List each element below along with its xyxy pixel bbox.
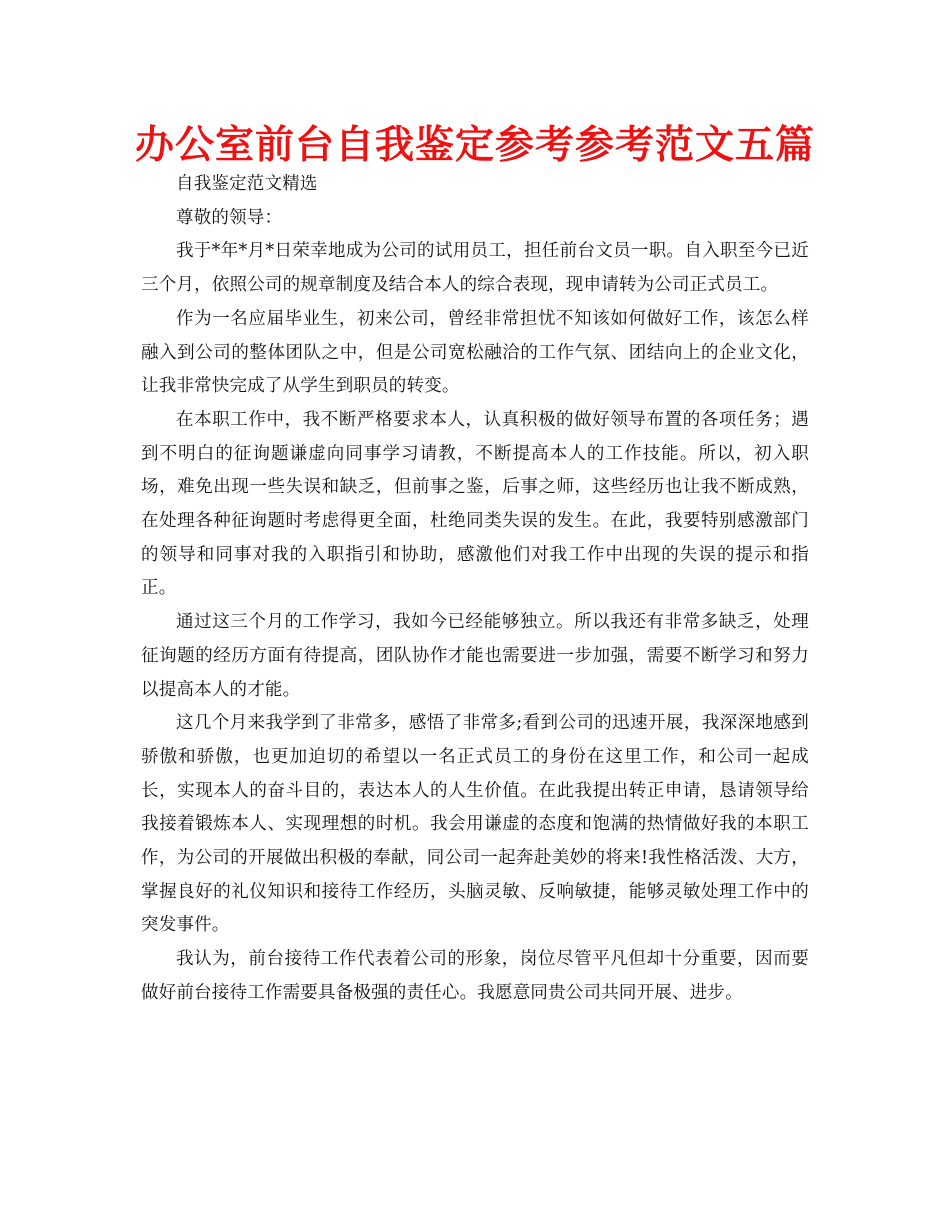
- paragraph: 我认为，前台接待工作代表着公司的形象，岗位尽管平凡但却十分重要，因而要做好前台接待工作需要具备极强的责任心。我愿意同贵公司共同开展、进步。: [141, 949, 809, 1003]
- paragraph-salutation: 尊敬的领导：: [176, 207, 283, 228]
- paragraph: 作为一名应届毕业生，初来公司，曾经非常担忧不知该如何做好工作，该怎么样融入到公司的整体团队之中，但是公司宽松融洽的工作气氛、团结向上的企业文化，让我非常快完成了从学生到职员的转变。: [141, 308, 809, 397]
- document-body: [141, 168, 809, 1011]
- paragraph: 在本职工作中，我不断严格要求本人，认真积极的做好领导布置的各项任务；遇到不明白的征询题谦虚向同事学习请教，不断提高本人的工作技能。所以，初入职场，难免出现一些失误和缺乏，但前事之鉴，后事之师，这些经历也让我不断成熟，在处理各种征询题时考虑得更全面，杜绝同类失误的发生。在此，我要特别感激部门的领导和同事对我的入职指引和协助，感激他们对我工作中出现的失误的提示和指正。: [141, 409, 809, 599]
- document-title: 办公室前台自我鉴定参考参考范文五篇: [134, 123, 815, 168]
- paragraph: 我于*年*月*日荣幸地成为公司的试用员工，担任前台文员一职。自入职至今已近三个月，依照公司的规章制度及结合本人的综合表现，现申请转为公司正式员工。: [141, 241, 809, 296]
- paragraph: 这几个月来我学到了非常多，感悟了非常多;看到公司的迅速开展，我深深地感到骄傲和骄傲，也更加迫切的希望以一名正式员工的身份在这里工作，和公司一起成长，实现本人的奋斗目的，表达本人的人生价值。在此我提出转正申请，恳请领导给我接着锻炼本人、实现理想的时机。我会用谦虚的态度和饱满的热情做好我的本职工作，为公司的开展做出积极的奉献，同公司一起奔赴美妙的将来!我性格活泼、大方，掌握良好的礼仪知识和接待工作经历，头脑灵敏、反响敏捷，能够灵敏处理工作中的突发事件。: [141, 713, 809, 936]
- paragraph-subtitle: 自我鉴定范文精选: [176, 174, 318, 194]
- paragraph: 通过这三个月的工作学习，我如今已经能够独立。所以我还有非常多缺乏，处理征询题的经历方面有待提高，团队协作才能也需要进一步加强，需要不断学习和努力以提高本人的才能。: [141, 612, 809, 700]
